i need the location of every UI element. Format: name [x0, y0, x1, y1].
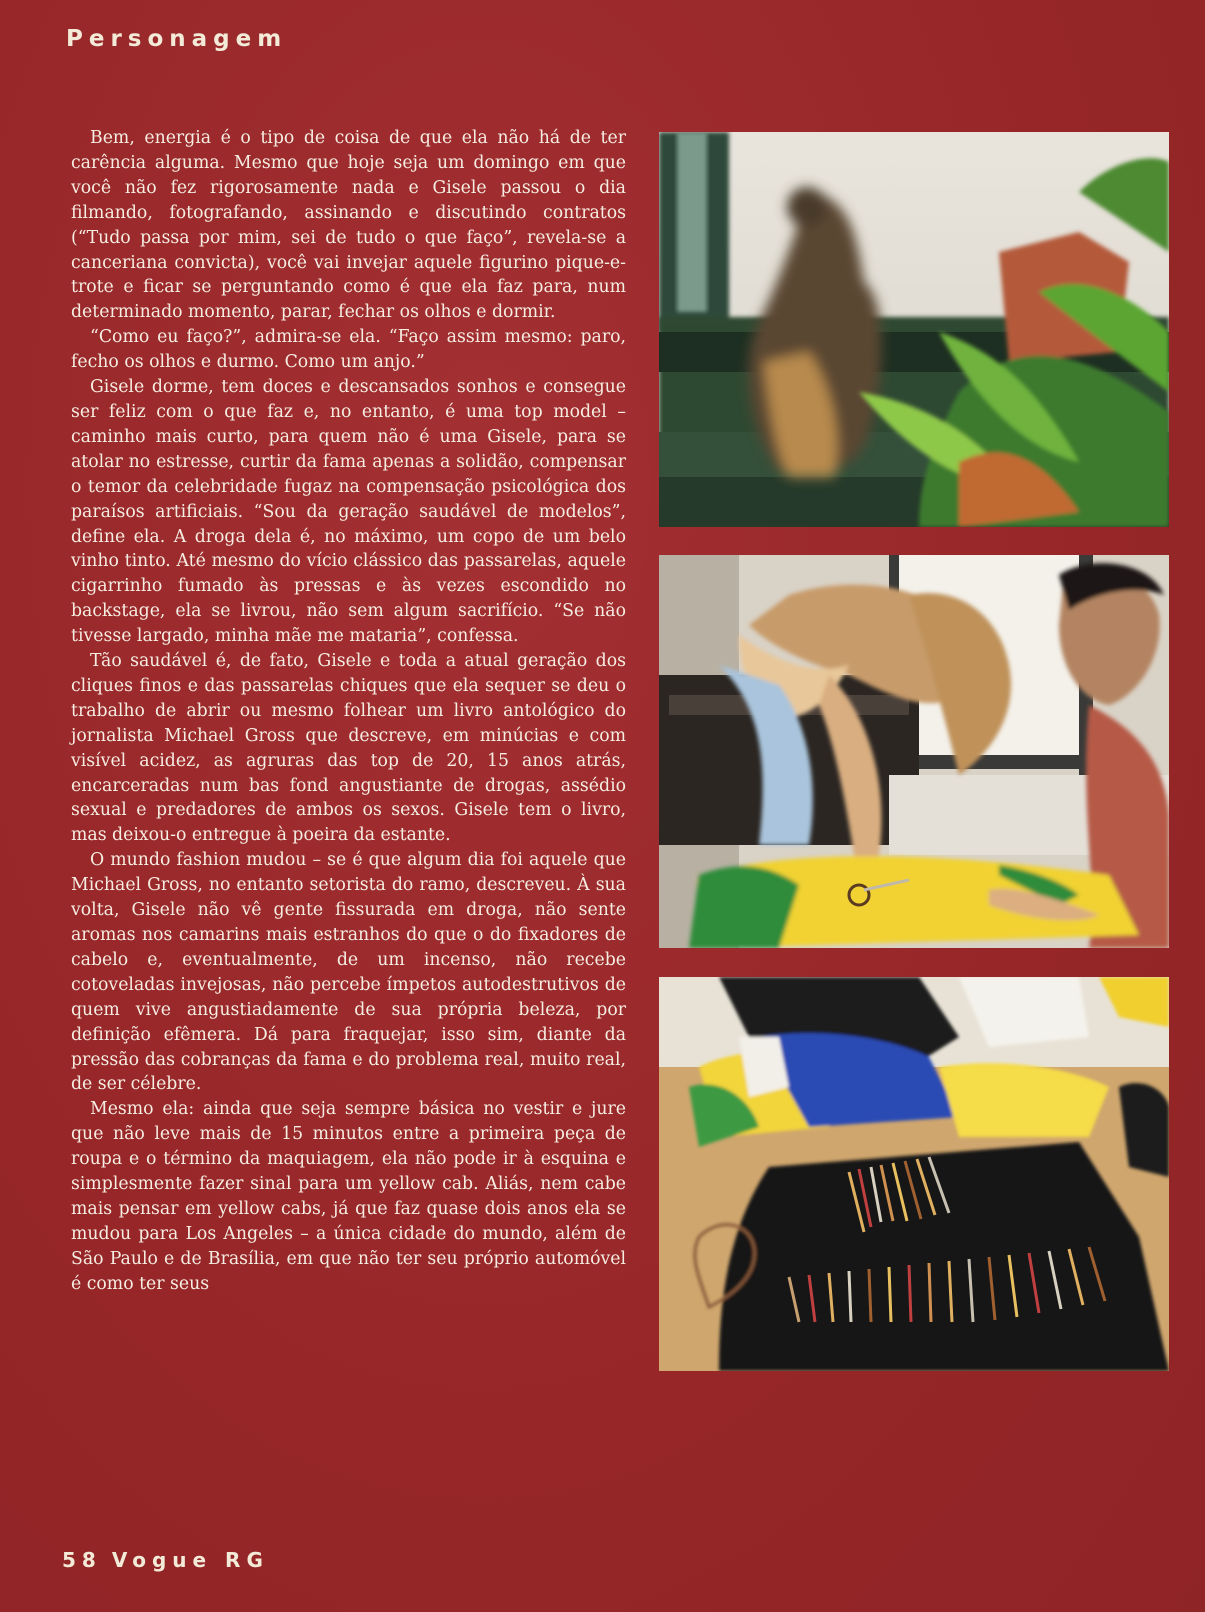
magazine-name: Vogue RG — [111, 1548, 269, 1572]
article-paragraph: Tão saudável é, de fato, Gisele e toda a atual geração dos cliques finos e das passarelas chiques que ela sequer se deu o trabalho de abrir ou mesmo folhear um livro antológico do jornalista Michael Gross que descreve, em minúcias e com visível acidez, as agruras das top de 20, 15 anos atrás, encarceradas num bas fond angustiante de drogas, assédio sexual e predadores de ambos os sexos. Gisele tem o livro, mas deixou-o entregue à poeira da estante. — [71, 651, 626, 846]
article-paragraph: O mundo fashion mudou – se é que algum dia foi aquele que Michael Gross, no entanto setorista do ramo, descreveu. À sua volta, Gisele não vê gente fissurada em droga, não sente aromas nos camarins mais estranhos do que o do fixadores de cabelo e, eventualmente, de um incenso, não recebe cotoveladas invejosas, não percebe ímpetos autodestrutivos de quem vive angustiadamente de sua própria beleza, por definição efêmera. Dá para fraquejar, isso sim, diante da pressão das cobranças da fama e do problema real, muito real, de ser célebre. — [71, 850, 626, 1095]
article-paragraph: “Como eu faço?”, admira-se ela. “Faço assim mesmo: paro, fecho os olhos e durmo. Como um anjo.” — [71, 327, 626, 373]
photo-makeup-brushes — [659, 977, 1169, 1371]
article-paragraph: Mesmo ela: ainda que seja sempre básica no vestir e jure que não leve mais de 15 minutos entre a primeira peça de roupa e o término da maquiagem, ela não pode ir à esquina e simplesmente fazer sinal para um yellow cab. Aliás, nem cabe mais pensar em yellow cabs, já que faz quase dois anos ela se mudou para Los Angeles – a única cidade do mundo, além de São Paulo e de Brasília, em que não ter seu próprio automóvel é como ter seus — [71, 1099, 626, 1294]
article-body — [71, 126, 626, 1297]
section-label: Personagem — [66, 26, 288, 52]
page-number: 58 — [62, 1548, 102, 1572]
article-paragraph: Bem, energia é o tipo de coisa de que ela não há de ter carência alguma. Mesmo que hoje seja um domingo em que você não fez rigorosamente nada e Gisele passou o dia filmando, fotografando, assinando e discutindo contratos (“Tudo passa por mim, sei de tudo o que faço”, revela-se a canceriana convicta), você vai invejar aquele figurino pique-e-trote e ficar se perguntando como é que ela faz para, num determinado momento, parar, fechar os olhos e dormir. — [71, 128, 626, 323]
photo-dog-window — [659, 132, 1169, 527]
photo-cutting-shirt — [659, 555, 1169, 948]
page-folio — [62, 1548, 279, 1572]
article-paragraph: Gisele dorme, tem doces e descansados sonhos e consegue ser feliz com o que faz e, no entanto, é uma top model – caminho mais curto, para quem não é uma Gisele, para se atolar no estresse, curtir da fama apenas a solidão, compensar o temor da celebridade fugaz na compensação psicológica dos paraísos artificiais. “Sou da geração saudável de modelos”, define ela. A droga dela é, no máximo, um copo de um belo vinho tinto. Até mesmo do vício clássico das passarelas, aquele cigarrinho fumado às pressas e às vezes escondido no backstage, ela se livrou, não sem algum sacrifício. “Se não tivesse largado, minha mãe me mataria”, confessa. — [71, 377, 626, 647]
